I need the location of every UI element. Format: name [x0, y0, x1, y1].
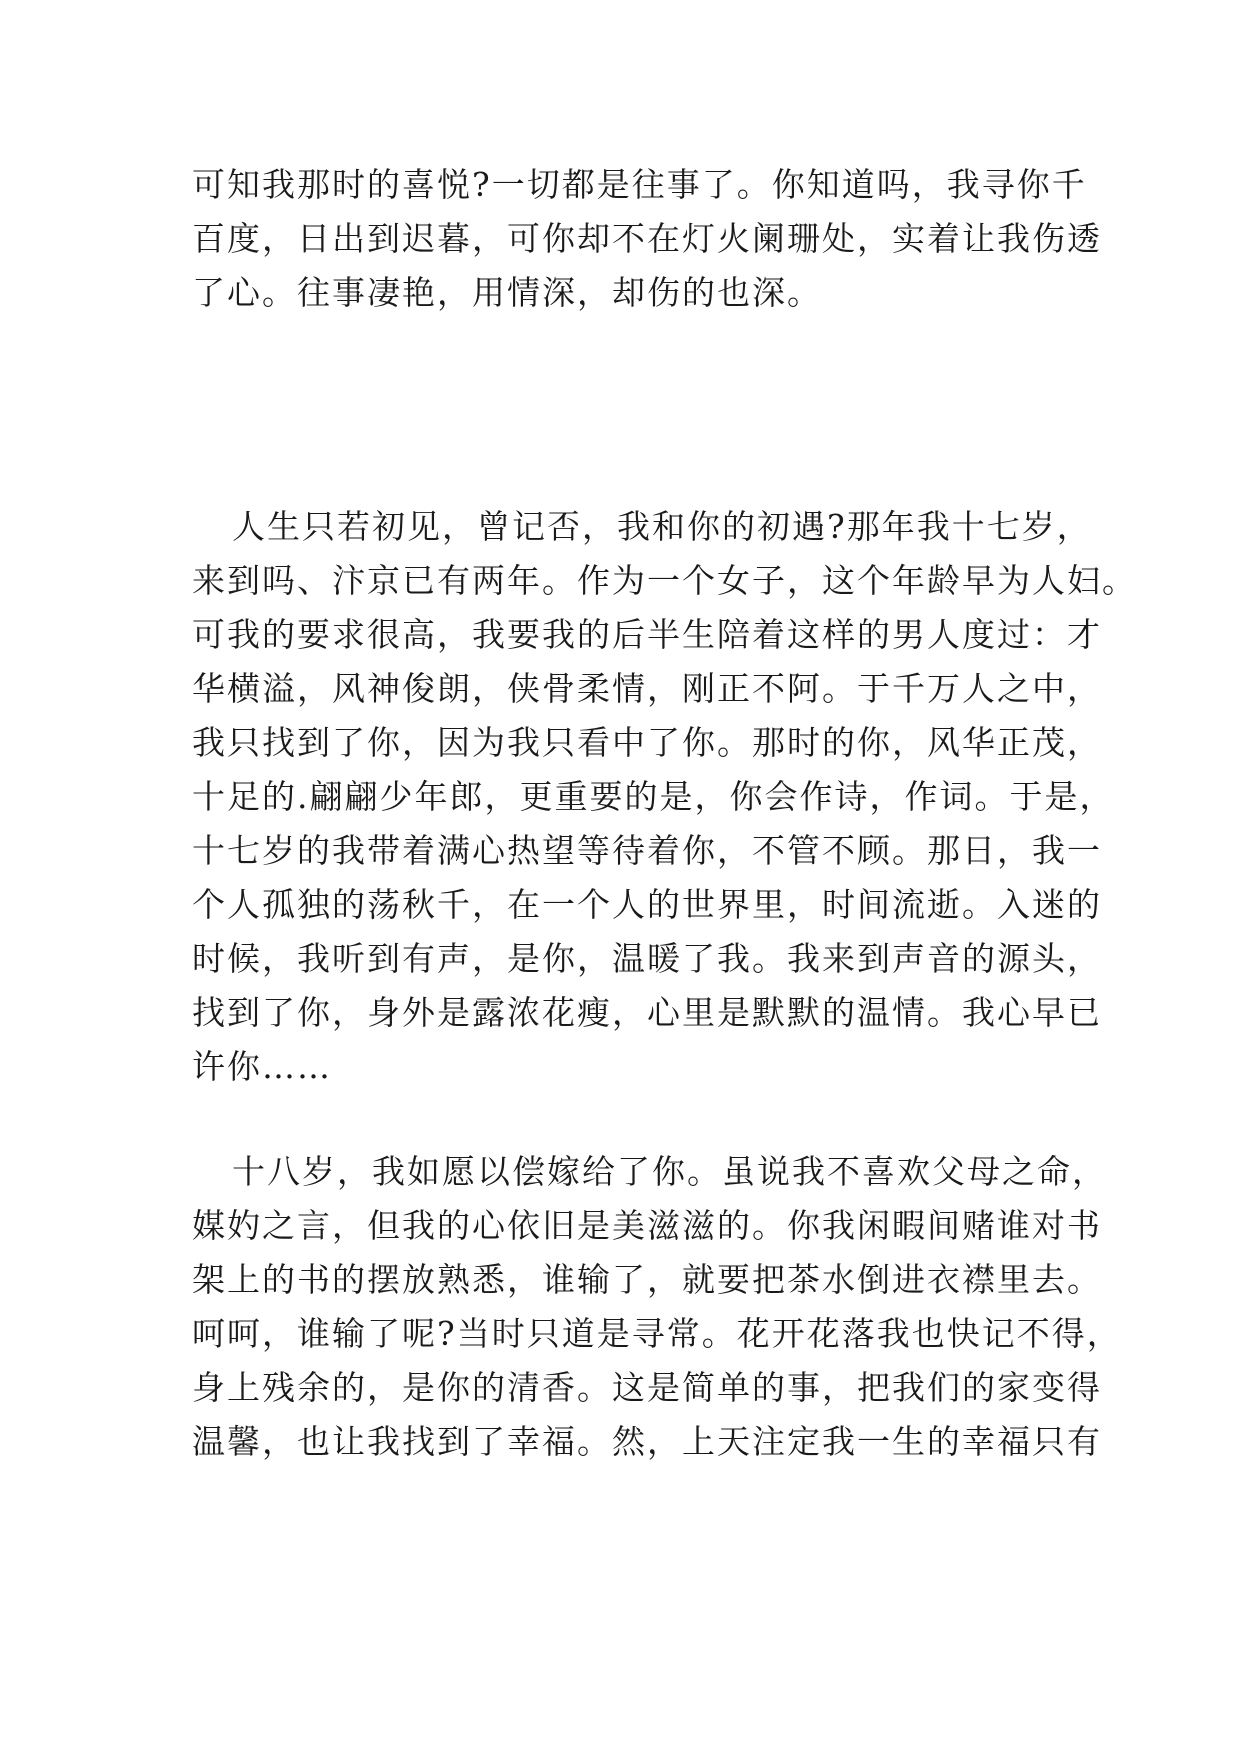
text-line: 温馨，也让我找到了幸福。然，上天注定我一生的幸福只有: [192, 1422, 1102, 1461]
text-line: 十足的.翩翩少年郎，更重要的是，你会作诗，作词。于是，: [192, 777, 1115, 816]
text-line: 时候，我听到有声，是你，温暖了我。我来到声音的源头，: [192, 939, 1102, 978]
text-line: 媒妁之言，但我的心依旧是美滋滋的。你我闲暇间赌谁对书: [192, 1206, 1102, 1245]
text-line: 可我的要求很高，我要我的后半生陪着这样的男人度过：才: [192, 615, 1102, 654]
text-line: 人生只若初见，曾记否，我和你的初遇?那年我十七岁，: [232, 507, 1092, 546]
text-line: 许你……: [192, 1047, 332, 1086]
paragraph-3: [192, 1145, 1122, 1469]
text-line: 架上的书的摆放熟悉，谁输了，就要把茶水倒进衣襟里去。: [192, 1260, 1102, 1299]
paragraph-1: [192, 158, 1102, 320]
text-line: 来到吗、汴京已有两年。作为一个女子，这个年龄早为人妇。: [192, 561, 1137, 600]
text-line: 找到了你，身外是露浓花瘦，心里是默默的温情。我心早已: [192, 993, 1102, 1032]
text-line: 百度，日出到迟暮，可你却不在灯火阑珊处，实着让我伤透: [192, 219, 1102, 258]
text-line: 我只找到了你，因为我只看中了你。那时的你，风华正茂，: [192, 723, 1102, 762]
text-line: 十八岁，我如愿以偿嫁给了你。虽说我不喜欢父母之命，: [232, 1152, 1107, 1191]
text-line: 华横溢，风神俊朗，侠骨柔情，刚正不阿。于千万人之中，: [192, 669, 1102, 708]
text-line: 可知我那时的喜悦?一切都是往事了。你知道吗，我寻你千: [192, 165, 1087, 204]
text-line: 了心。往事凄艳，用情深，却伤的也深。: [192, 273, 822, 312]
text-line: 呵呵，谁输了呢?当时只道是寻常。花开花落我也快记不得，: [192, 1314, 1122, 1353]
text-line: 身上残余的，是你的清香。这是简单的事，把我们的家变得: [192, 1368, 1102, 1407]
paragraph-2: [192, 500, 1137, 1094]
text-line: 个人孤独的荡秋千，在一个人的世界里，时间流逝。入迷的: [192, 885, 1102, 924]
text-line: 十七岁的我带着满心热望等待着你，不管不顾。那日，我一: [192, 831, 1102, 870]
